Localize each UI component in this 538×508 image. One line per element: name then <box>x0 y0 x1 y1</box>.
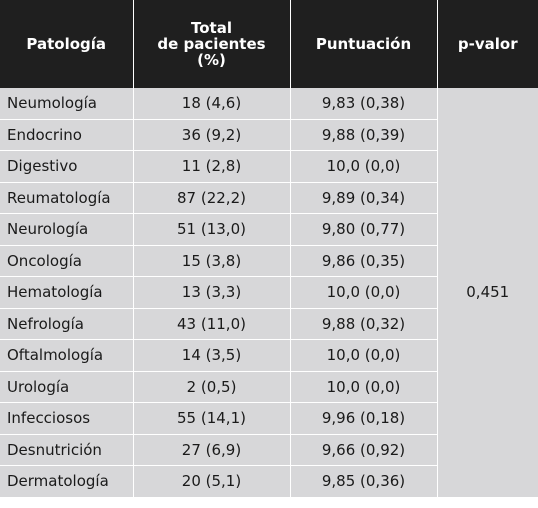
cell-total: 27 (6,9) <box>133 434 290 466</box>
cell-patologia: Neumología <box>0 88 133 119</box>
cell-patologia: Neurología <box>0 214 133 246</box>
header-pvalor: p-valor <box>437 0 538 88</box>
cell-total: 14 (3,5) <box>133 340 290 372</box>
cell-patologia: Oncología <box>0 245 133 277</box>
cell-total: 2 (0,5) <box>133 371 290 403</box>
cell-patologia: Reumatología <box>0 182 133 214</box>
cell-patologia: Digestivo <box>0 151 133 183</box>
cell-pvalor: 0,451 <box>437 88 538 497</box>
cell-total: 36 (9,2) <box>133 119 290 151</box>
cell-puntuacion: 9,66 (0,92) <box>290 434 437 466</box>
cell-patologia: Dermatología <box>0 466 133 497</box>
header-total-line-1: Total <box>191 19 232 37</box>
cell-total: 20 (5,1) <box>133 466 290 497</box>
header-puntuacion: Puntuación <box>290 0 437 88</box>
header-total-line-2: de pacientes <box>157 35 266 53</box>
cell-total: 87 (22,2) <box>133 182 290 214</box>
cell-puntuacion: 9,88 (0,32) <box>290 308 437 340</box>
cell-puntuacion: 9,89 (0,34) <box>290 182 437 214</box>
cell-patologia: Desnutrición <box>0 434 133 466</box>
cell-patologia: Hematología <box>0 277 133 309</box>
cell-puntuacion: 9,86 (0,35) <box>290 245 437 277</box>
cell-puntuacion: 9,83 (0,38) <box>290 88 437 119</box>
cell-total: 13 (3,3) <box>133 277 290 309</box>
cell-puntuacion: 10,0 (0,0) <box>290 151 437 183</box>
table-header <box>0 0 538 88</box>
cell-puntuacion: 9,80 (0,77) <box>290 214 437 246</box>
cell-total: 43 (11,0) <box>133 308 290 340</box>
table-row <box>0 88 538 119</box>
header-patologia: Patología <box>0 0 133 88</box>
cell-patologia: Nefrología <box>0 308 133 340</box>
cell-puntuacion: 9,88 (0,39) <box>290 119 437 151</box>
cell-patologia: Oftalmología <box>0 340 133 372</box>
cell-total: 55 (14,1) <box>133 403 290 435</box>
cell-total: 51 (13,0) <box>133 214 290 246</box>
cell-total: 15 (3,8) <box>133 245 290 277</box>
cell-puntuacion: 10,0 (0,0) <box>290 340 437 372</box>
header-total <box>133 0 290 88</box>
cell-puntuacion: 9,85 (0,36) <box>290 466 437 497</box>
cell-patologia: Urología <box>0 371 133 403</box>
cell-total: 11 (2,8) <box>133 151 290 183</box>
header-total-line-3: (%) <box>197 51 226 69</box>
cell-total: 18 (4,6) <box>133 88 290 119</box>
table-body <box>0 88 538 497</box>
cell-puntuacion: 10,0 (0,0) <box>290 371 437 403</box>
cell-puntuacion: 10,0 (0,0) <box>290 277 437 309</box>
cell-patologia: Infecciosos <box>0 403 133 435</box>
cell-patologia: Endocrino <box>0 119 133 151</box>
cell-puntuacion: 9,96 (0,18) <box>290 403 437 435</box>
